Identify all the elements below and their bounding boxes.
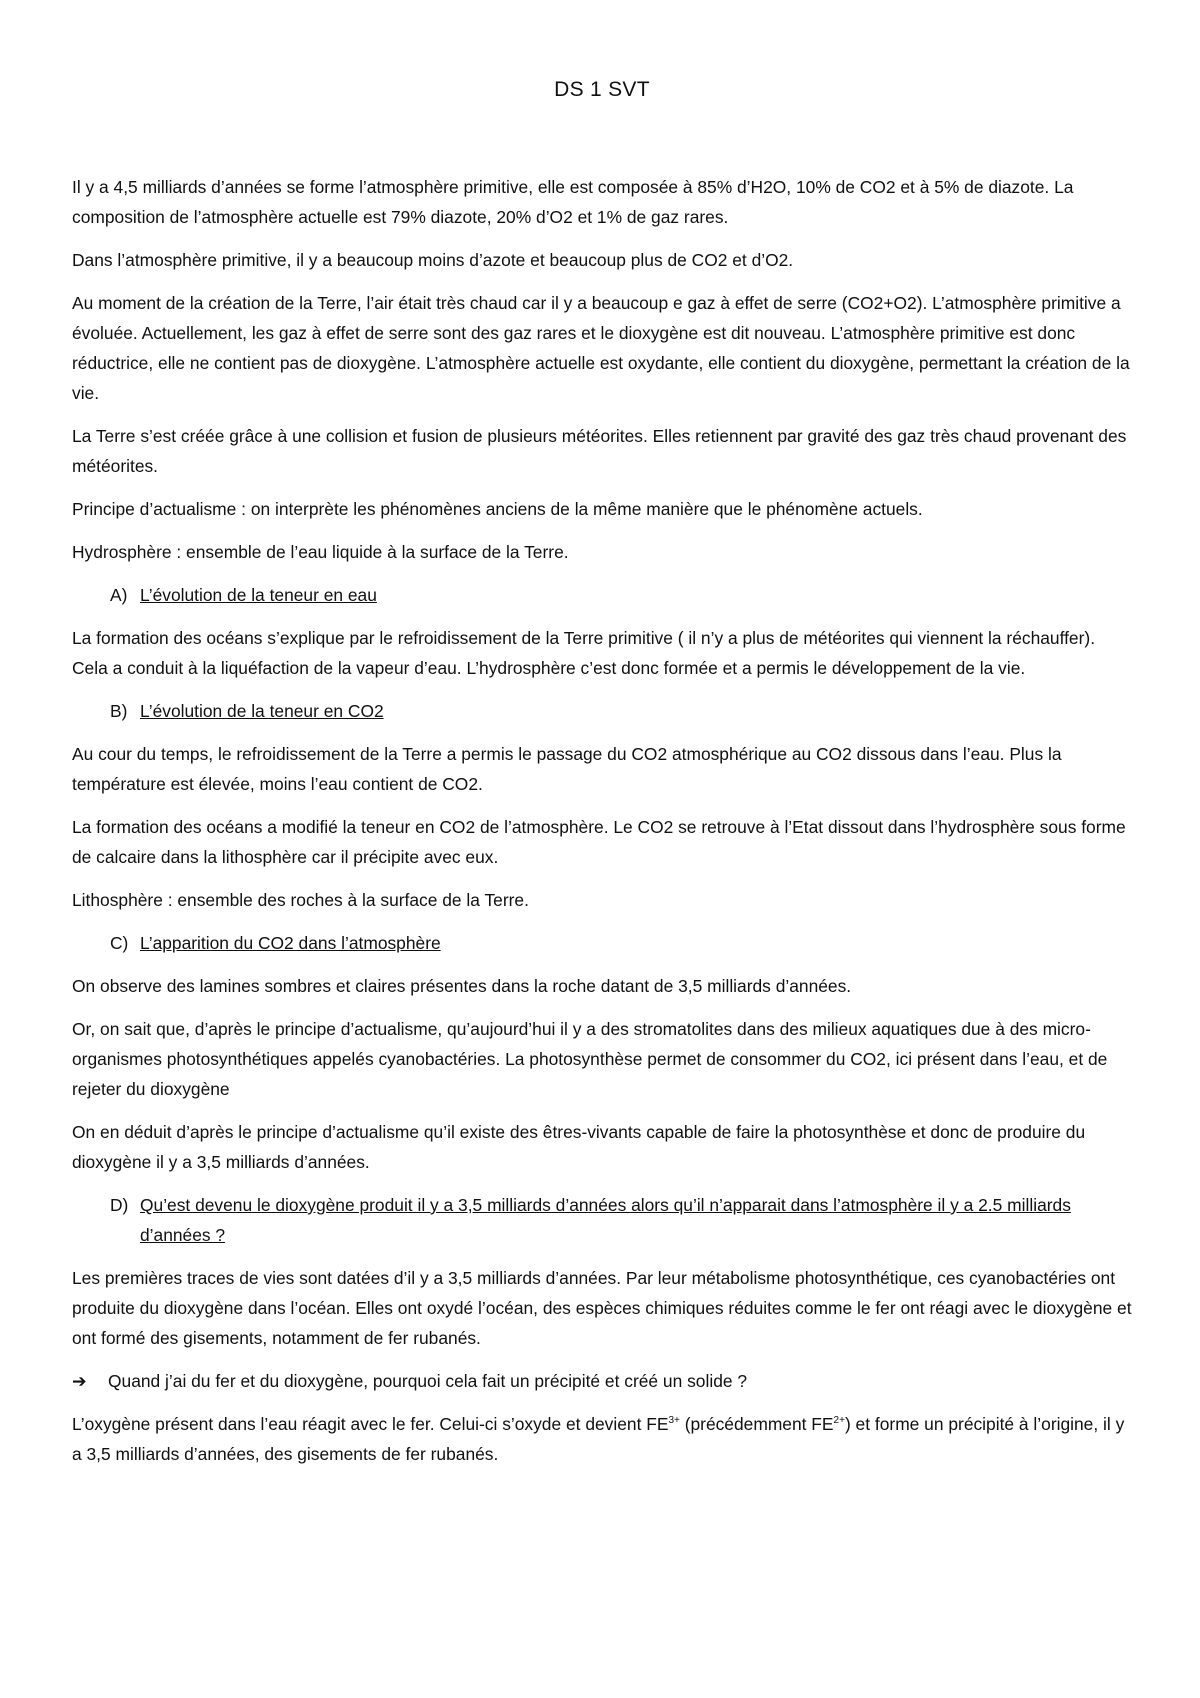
paragraph-lamines: On observe des lamines sombres et claires présentes dans la roche datant de 3,5 milliards d’années. bbox=[72, 976, 852, 996]
paragraph-deduction: On en déduit d’après le principe d’actualisme qu’il existe des êtres-vivants capable de faire la photosynthèse et donc de produire du dioxygène il y a 3,5 milliards d’années. bbox=[72, 1122, 1086, 1172]
paragraph-co2-oceans: La formation des océans a modifié la teneur en CO2 de l’atmosphère. Le CO2 se retrouve à l’Etat dissout dans l’hydrosphère sous forme de calcaire dans la lithosphère car il précipite avec eux. bbox=[72, 817, 1126, 867]
iron-text-part3: ) et forme un précipité à l’origine, il y a 3,5 milliards d’années, des gisements de fer rubanés. bbox=[72, 1414, 1125, 1464]
paragraph-stromatolites: Or, on sait que, d’après le principe d’actualisme, qu’aujourd’hui il y a des stromatolites dans des milieux aquatiques due à des micro-organismes photosynthétiques appelés cyanobactéries. La photosynthèse permet de consommer du CO2, ici présent dans l’eau, et de rejeter du dioxygène bbox=[72, 1019, 1108, 1099]
question-text: Quand j’ai du fer et du dioxygène, pourquoi cela fait un précipité et créé un solide ? bbox=[108, 1371, 748, 1391]
paragraph-co2-dissolution: Au cour du temps, le refroidissement de la Terre a permis le passage du CO2 atmosphérique au CO2 dissous dans l’eau. Plus la température est élevée, moins l’eau contient de CO2. bbox=[72, 744, 1062, 794]
paragraph-hydrosphere-definition: Hydrosphère : ensemble de l’eau liquide à la surface de la Terre. bbox=[72, 542, 569, 562]
document-content bbox=[72, 78, 1132, 1482]
section-heading-b bbox=[72, 696, 1132, 726]
section-title: L’évolution de la teneur en eau bbox=[140, 585, 377, 605]
paragraph-atmosphere-composition: Il y a 4,5 milliards d’années se forme l’atmosphère primitive, elle est composée à 85% d’H2O, 10% de CO2 et à 5% de diazote. La composition de l’atmosphère actuelle est 79% diazote, 20% d’O2 et 1% de gaz rares. bbox=[72, 177, 1074, 227]
paragraph-first-traces-of-life: Les premières traces de vies sont datées d’il y a 3,5 milliards d’années. Par leur métabolisme photosynthétique, ces cyanobactéries ont produite du dioxygène dans l’océan. Elles ont oxydé l’océan, des espèces chimiques réduites comme le fer ont réagi avec le dioxygène et ont formé des gisements, notamment de fer rubanés. bbox=[72, 1268, 1132, 1348]
section-heading-a bbox=[72, 580, 1132, 610]
arrow-right-icon: ➔ bbox=[72, 1371, 87, 1391]
arrow-question bbox=[72, 1366, 1132, 1396]
document-title: DS 1 SVT bbox=[554, 78, 650, 101]
iron-text-part1: L’oxygène présent dans l’eau réagit avec le fer. Celui-ci s’oxyde et devient FE bbox=[72, 1414, 669, 1434]
paragraph-earth-creation-air: Au moment de la création de la Terre, l’air était très chaud car il y a beaucoup e gaz à effet de serre (CO2+O2). L’atmosphère primitive a évoluée. Actuellement, les gaz à effet de serre sont des gaz rares et le dioxygène est dit nouveau. L’atmosphère primitive est donc réductrice, elle ne contient pas de dioxygène. L’atmosphère actuelle est oxydante, elle contient du dioxygène, permettant la création de la vie. bbox=[72, 293, 1130, 403]
section-title: L’évolution de la teneur en CO2 bbox=[140, 701, 384, 721]
section-heading-d bbox=[72, 1190, 1132, 1250]
paragraph-lithosphere-definition: Lithosphère : ensemble des roches à la surface de la Terre. bbox=[72, 890, 529, 910]
paragraph-actualism-principle: Principe d’actualisme : on interprète les phénomènes anciens de la même manière que le phénomène actuels. bbox=[72, 499, 923, 519]
section-heading-c bbox=[72, 928, 1132, 958]
section-title: Qu’est devenu le dioxygène produit il y a 3,5 milliards d’années alors qu’il n’apparait dans l’atmosphère il y a 2.5 milliards d’années ? bbox=[140, 1195, 1071, 1245]
section-letter: D) bbox=[110, 1195, 129, 1215]
iron-text-part2: (précédemment FE bbox=[679, 1414, 834, 1434]
paragraph-earth-formation: La Terre s’est créée grâce à une collision et fusion de plusieurs météorites. Elles retiennent par gravité des gaz très chaud provenant des météorites. bbox=[72, 426, 1127, 476]
charge-superscript-2: 2+ bbox=[833, 1415, 845, 1427]
paragraph-iron-oxidation bbox=[72, 1409, 1132, 1469]
paragraph-ocean-formation: La formation des océans s’explique par le refroidissement de la Terre primitive ( il n’y a plus de météorites qui viennent la réchauffer). Cela a conduit à la liquéfaction de la vapeur d’eau. L’hydrosphère c’est donc formée et a permis le développement de la vie. bbox=[72, 628, 1096, 678]
section-letter: C) bbox=[110, 933, 129, 953]
section-letter: A) bbox=[110, 585, 128, 605]
section-letter: B) bbox=[110, 701, 128, 721]
paragraph-primitive-atmosphere: Dans l’atmosphère primitive, il y a beaucoup moins d’azote et beaucoup plus de CO2 et d’O2. bbox=[72, 250, 794, 270]
charge-superscript-3: 3+ bbox=[668, 1415, 680, 1427]
section-title: L’apparition du CO2 dans l’atmosphère bbox=[140, 933, 441, 953]
